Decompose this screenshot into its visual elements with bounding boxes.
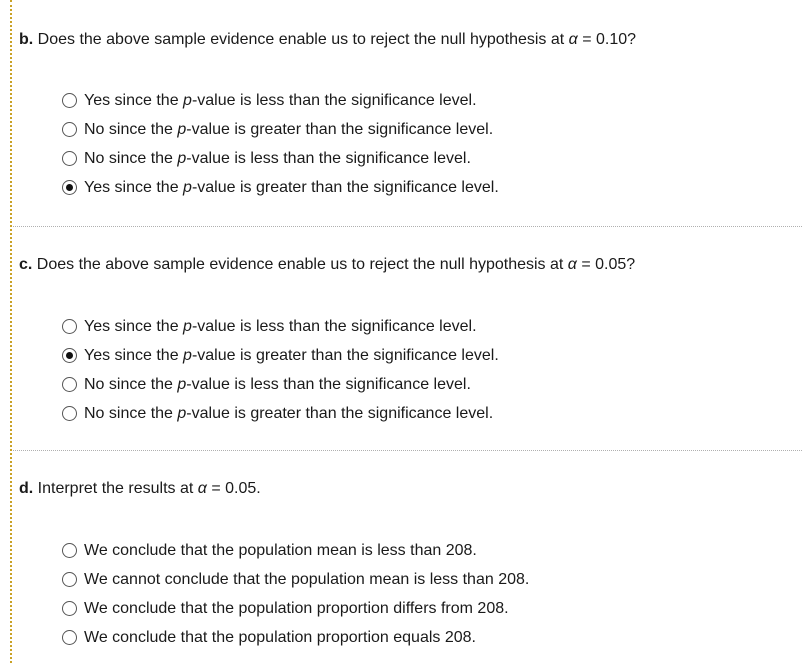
option-label: No since the p-value is less than the significance level.	[84, 149, 471, 167]
question-c-options	[62, 312, 499, 428]
question-b-prompt: Does the above sample evidence enable us to reject the null hypothesis at	[33, 31, 569, 48]
radio-button[interactable]	[62, 93, 77, 108]
option-label: We conclude that the population proportion differs from 208.	[84, 599, 509, 617]
question-c-prompt: Does the above sample evidence enable us to reject the null hypothesis at	[32, 256, 568, 273]
radio-button[interactable]	[62, 406, 77, 421]
option-label: We conclude that the population proportion equals 208.	[84, 628, 476, 646]
radio-button[interactable]	[62, 348, 77, 363]
option-d-4[interactable]	[62, 623, 529, 652]
question-b-text	[19, 30, 636, 50]
option-d-1[interactable]	[62, 536, 529, 565]
question-c-alpha-value: = 0.05?	[576, 256, 636, 273]
question-d-prompt: Interpret the results at	[33, 480, 198, 497]
option-label: No since the p-value is less than the significance level.	[84, 375, 471, 393]
left-margin-rule	[10, 0, 12, 663]
radio-button[interactable]	[62, 180, 77, 195]
option-b-2[interactable]	[62, 115, 499, 144]
option-label: We cannot conclude that the population mean is less than 208.	[84, 570, 530, 588]
option-label: No since the p-value is greater than the significance level.	[84, 120, 494, 138]
question-d-text	[19, 479, 261, 499]
question-c	[13, 226, 802, 447]
option-c-2[interactable]	[62, 341, 499, 370]
radio-button[interactable]	[62, 122, 77, 137]
option-c-3[interactable]	[62, 370, 499, 399]
question-b-alpha-value: = 0.10?	[577, 31, 637, 48]
question-d-lead: d.	[19, 480, 34, 497]
question-b-options	[62, 86, 499, 202]
option-b-3[interactable]	[62, 144, 499, 173]
question-c-text	[19, 255, 635, 275]
option-label: Yes since the p-value is less than the significance level.	[84, 91, 477, 109]
radio-button[interactable]	[62, 543, 77, 558]
radio-button[interactable]	[62, 572, 77, 587]
option-label: No since the p-value is greater than the significance level.	[84, 404, 494, 422]
alpha-symbol: α	[568, 31, 578, 48]
option-b-4[interactable]	[62, 173, 499, 202]
question-d	[13, 450, 802, 664]
option-label: We conclude that the population mean is less than 208.	[84, 541, 477, 559]
radio-button[interactable]	[62, 151, 77, 166]
option-c-1[interactable]	[62, 312, 499, 341]
question-b-lead: b.	[19, 31, 34, 48]
question-c-lead: c.	[19, 256, 33, 273]
radio-button[interactable]	[62, 319, 77, 334]
option-d-3[interactable]	[62, 594, 529, 623]
option-c-4[interactable]	[62, 399, 499, 428]
option-b-1[interactable]	[62, 86, 499, 115]
radio-button[interactable]	[62, 377, 77, 392]
alpha-symbol: α	[567, 256, 577, 273]
question-d-options	[62, 536, 529, 652]
alpha-symbol: α	[197, 480, 207, 497]
question-d-alpha-value: = 0.05.	[206, 480, 261, 497]
option-label: Yes since the p-value is less than the significance level.	[84, 317, 477, 335]
radio-button[interactable]	[62, 630, 77, 645]
option-label: Yes since the p-value is greater than the significance level.	[84, 346, 499, 364]
option-d-2[interactable]	[62, 565, 529, 594]
radio-button[interactable]	[62, 601, 77, 616]
option-label: Yes since the p-value is greater than the significance level.	[84, 178, 499, 196]
question-b	[13, 0, 802, 222]
